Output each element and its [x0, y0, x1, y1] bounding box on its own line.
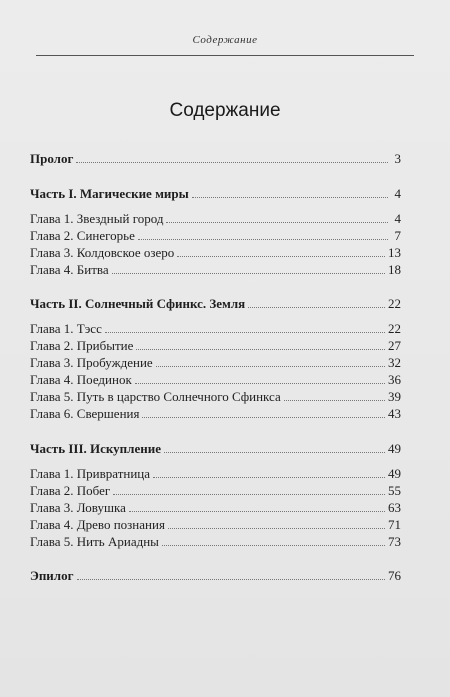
toc-entry-label: Глава 4. Поединок [30, 372, 132, 387]
toc-entry-label: Глава 3. Пробуждение [30, 355, 153, 370]
toc-entry-page: 43 [388, 406, 401, 421]
dot-leader [77, 569, 386, 580]
dot-leader [105, 322, 385, 333]
toc-entry-label: Глава 6. Свершения [30, 406, 140, 421]
toc-entry [30, 406, 401, 422]
dot-leader [76, 152, 388, 163]
toc-entry [30, 186, 401, 202]
toc-entry-page: 3 [394, 151, 401, 166]
toc-entry [30, 296, 401, 312]
toc-entry [30, 466, 401, 482]
toc-entry-label: Пролог [30, 151, 74, 166]
toc-entry-label: Глава 4. Битва [30, 262, 109, 277]
toc-entry [30, 245, 401, 261]
toc-entry [30, 355, 401, 371]
toc-entry-page: 22 [388, 321, 401, 336]
toc-entry-label: Глава 1. Привратница [30, 466, 151, 481]
toc-entry-label: Глава 2. Побег [30, 483, 111, 498]
dot-leader [192, 187, 388, 198]
toc-entry-page: 71 [388, 517, 401, 532]
toc-entry-label: Глава 4. Древо познания [30, 517, 165, 532]
toc-entry-label: Часть II. Солнечный Сфинкс. Земля [30, 296, 246, 311]
toc-entry-page: 27 [388, 338, 401, 353]
toc-entry-page: 4 [394, 186, 401, 201]
toc-entry-page: 76 [388, 568, 401, 583]
dot-leader [248, 297, 385, 308]
toc-entry-page: 39 [388, 389, 401, 404]
toc-entry-label: Часть I. Магические миры [30, 186, 189, 201]
page-title: Содержание [169, 100, 281, 121]
toc-entry-page: 18 [388, 262, 401, 277]
toc-entry [30, 321, 401, 337]
toc-entry-page: 63 [388, 500, 401, 515]
dot-leader [129, 501, 385, 512]
header-rule [36, 55, 414, 56]
toc-entry-page: 36 [388, 372, 401, 387]
toc-entry-page: 32 [388, 355, 401, 370]
dot-leader [138, 229, 388, 240]
toc-entry [30, 441, 401, 457]
toc-entry [30, 534, 401, 550]
toc-entry [30, 389, 401, 405]
dot-leader [136, 339, 385, 350]
toc-entry [30, 228, 401, 244]
toc-entry-label: Глава 2. Прибытие [30, 338, 134, 353]
dot-leader [112, 263, 385, 274]
toc-entry-page: 22 [388, 296, 401, 311]
toc-entry-page: 13 [388, 245, 401, 260]
toc-entry-label: Глава 3. Ловушка [30, 500, 126, 515]
toc-entry-page: 7 [394, 228, 401, 243]
dot-leader [284, 390, 385, 401]
dot-leader [113, 484, 385, 495]
dot-leader [168, 518, 385, 529]
toc-entry-label: Глава 5. Путь в царство Солнечного Сфинкса [30, 389, 281, 404]
dot-leader [162, 535, 385, 546]
running-head: Содержание [192, 34, 258, 46]
toc-entry-label: Глава 1. Звездный город [30, 211, 164, 226]
dot-leader [177, 246, 385, 257]
toc-entry-label: Часть III. Искупление [30, 441, 161, 456]
toc-entry [30, 262, 401, 278]
dot-leader [166, 212, 388, 223]
dot-leader [142, 407, 385, 418]
toc-entry-page: 55 [388, 483, 401, 498]
toc-entry [30, 500, 401, 516]
toc-entry [30, 568, 401, 584]
toc-entry-page: 4 [394, 211, 401, 226]
dot-leader [164, 442, 385, 453]
toc-entry [30, 211, 401, 227]
dot-leader [153, 467, 385, 478]
toc-entry-page: 49 [388, 466, 401, 481]
toc-entry-label: Эпилог [30, 568, 74, 583]
toc-entry-label: Глава 5. Нить Ариадны [30, 534, 159, 549]
toc-entry [30, 517, 401, 533]
dot-leader [156, 356, 385, 367]
toc-entry [30, 372, 401, 388]
toc-entry-label: Глава 1. Тэсс [30, 321, 102, 336]
toc-entry [30, 483, 401, 499]
toc-entry [30, 151, 401, 167]
toc-entry [30, 338, 401, 354]
toc-entry-page: 49 [388, 441, 401, 456]
toc-entry-page: 73 [388, 534, 401, 549]
toc-entry-label: Глава 2. Синегорье [30, 228, 135, 243]
toc-entry-label: Глава 3. Колдовское озеро [30, 245, 175, 260]
dot-leader [135, 373, 385, 384]
